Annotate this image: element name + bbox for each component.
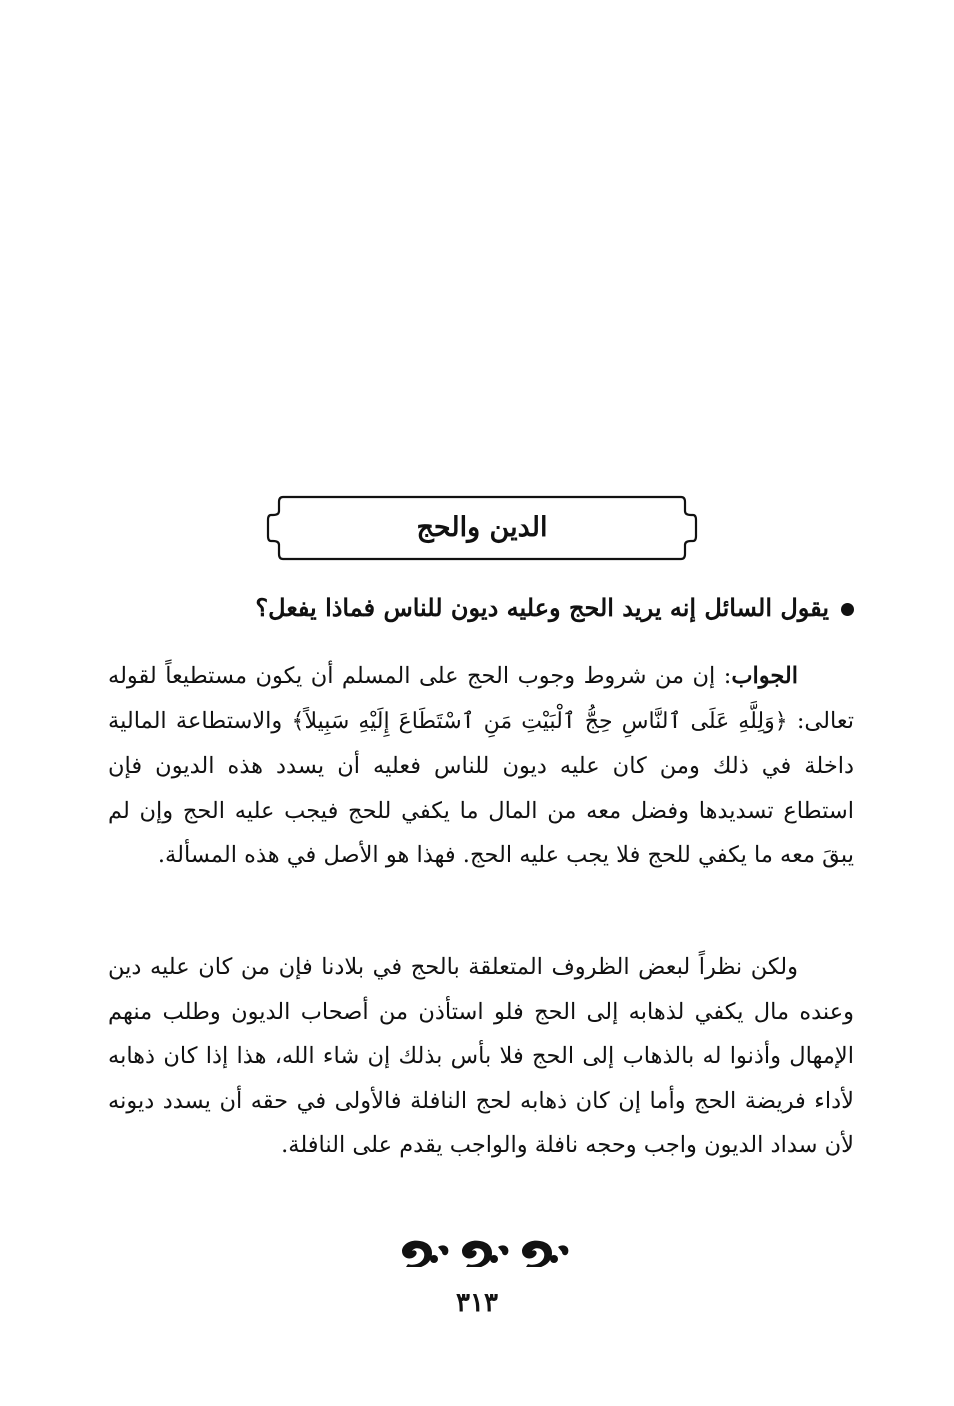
answer-rest: والاستطاعة المالية داخلة في ذلك ومن كان عليه ديون للناس فعليه أن يسدد هذه الديون فإن استطاع تسديدها وفضل معه من المال ما يكفي للحج فيجب عليه الحج وإن لم يبقَ معه ما يكفي للحج فلا يجب عليه الحج. فهذا هو الأصل في هذه المسألة. <box>108 707 854 868</box>
question-text: يقول السائل إنه يريد الحج وعليه ديون للناس فماذا يفعل؟ <box>255 593 829 622</box>
bullet-icon <box>841 603 854 616</box>
page-title: الدين والحج <box>416 512 548 543</box>
answer-label: الجواب <box>731 663 798 689</box>
second-paragraph-text: ولكن نظراً لبعض الظروف المتعلقة بالحج في بلادنا فإن من كان عليه دين وعنده مال يكفي لذهابه إلى الحج فلو استأذن من أصحاب الديون وطلب منهم الإمهال وأذنوا له بالذهاب إلى الحج فلا بأس بذلك إن شاء الله، هذا إذا كان ذهابه لأداء فريضة الحج وأما إن كان ذهابه لحج النافلة فالأولى في حقه أن يسدد ديونه لأن سداد الديون واجب وحجه نافلة والواجب يقدم على النافلة. <box>108 954 854 1158</box>
divider-ornament-icon <box>380 1233 580 1267</box>
quran-verse: ﴿وَلِلَّهِ عَلَى ٱلنَّاسِ حِجُّ ٱلْبَيْتِ مَنِ ٱسْتَطَاعَ إِلَيْهِ سَبِيلاً﴾ <box>291 708 788 734</box>
page-number: ٣١٣ <box>456 1288 498 1318</box>
second-paragraph <box>108 945 854 1168</box>
answer-intro: : إن من شروط وجوب الحج على المسلم أن يكون مستطيعاً لقوله تعالى: <box>108 663 855 734</box>
question-line <box>240 585 854 631</box>
answer-paragraph <box>108 654 854 878</box>
title-frame <box>265 493 699 563</box>
